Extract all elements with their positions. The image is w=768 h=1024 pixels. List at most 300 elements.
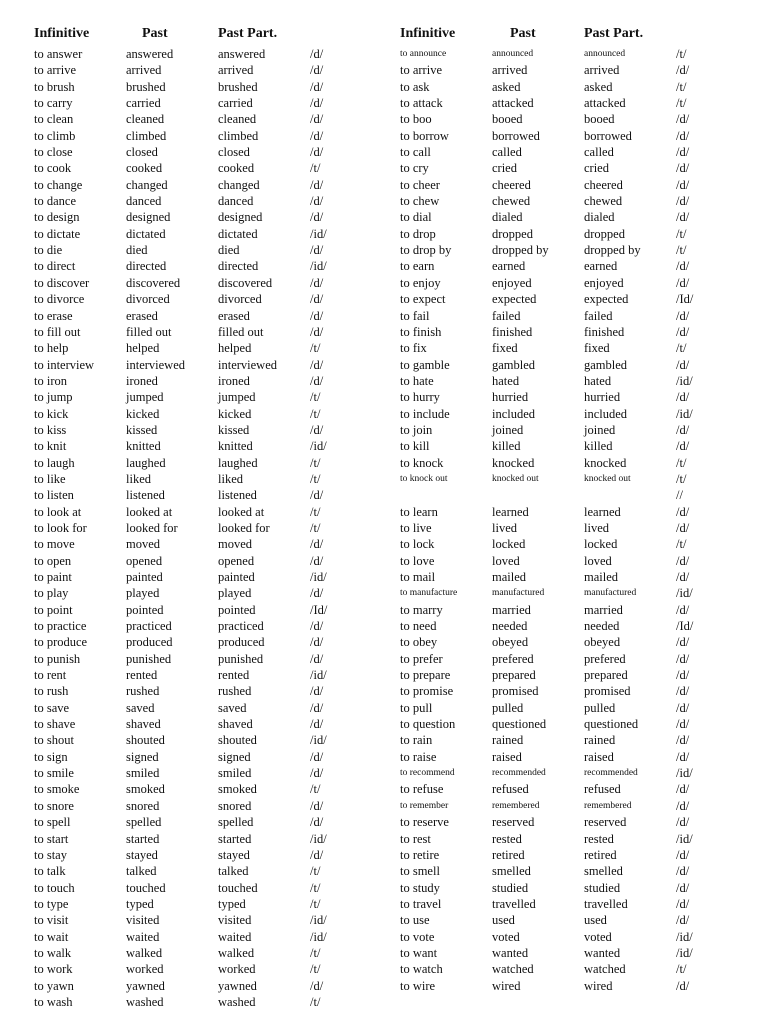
infinitive-cell: to direct bbox=[34, 259, 76, 274]
past-part-cell: rested bbox=[584, 831, 614, 846]
past-part-cell: used bbox=[584, 913, 607, 928]
past-part-cell: hated bbox=[584, 373, 612, 388]
pronunciation-cell: /t/ bbox=[676, 226, 687, 241]
past-cell: interviewed bbox=[126, 357, 186, 372]
pronunciation-cell: /d/ bbox=[676, 357, 690, 372]
past-cell: danced bbox=[126, 194, 162, 209]
infinitive-cell: to finish bbox=[400, 324, 442, 339]
pronunciation-cell: /d/ bbox=[310, 357, 324, 372]
infinitive-cell: to answer bbox=[34, 47, 83, 61]
infinitive-cell: to ask bbox=[400, 79, 430, 94]
infinitive-cell: to hurry bbox=[400, 390, 440, 405]
past-cell: gambled bbox=[492, 357, 536, 372]
infinitive-cell: to change bbox=[34, 177, 83, 192]
past-part-cell: arrived bbox=[584, 63, 620, 78]
infinitive-cell: to use bbox=[400, 913, 430, 928]
infinitive-cell: to walk bbox=[34, 945, 72, 960]
pronunciation-cell: /t/ bbox=[310, 406, 321, 421]
past-part-cell: danced bbox=[218, 194, 254, 209]
infinitive-cell: to pull bbox=[400, 700, 433, 715]
pronunciation-cell: /d/ bbox=[676, 635, 690, 650]
past-part-cell: called bbox=[584, 145, 614, 160]
infinitive-cell: to cry bbox=[400, 161, 429, 176]
infinitive-cell: to stay bbox=[34, 847, 67, 862]
past-cell: mailed bbox=[492, 570, 527, 584]
past-cell: erased bbox=[126, 308, 158, 323]
pronunciation-cell: /d/ bbox=[676, 913, 690, 928]
pronunciation-cell: /t/ bbox=[310, 455, 321, 470]
past-cell: dictated bbox=[126, 226, 166, 241]
past-cell: promised bbox=[492, 684, 539, 699]
past-cell: yawned bbox=[126, 978, 165, 993]
infinitive-cell: to dictate bbox=[34, 226, 81, 241]
pronunciation-cell: /t/ bbox=[310, 864, 321, 879]
past-cell: visited bbox=[126, 913, 160, 928]
infinitive-cell: to watch bbox=[400, 962, 443, 977]
pronunciation-cell: /d/ bbox=[676, 161, 690, 176]
infinitive-cell: to rest bbox=[400, 831, 431, 846]
past-cell: married bbox=[492, 602, 531, 617]
past-part-cell: locked bbox=[584, 537, 618, 552]
infinitive-cell: to practice bbox=[34, 619, 87, 634]
pronunciation-cell: /d/ bbox=[310, 847, 324, 862]
pronunciation-cell: /t/ bbox=[310, 471, 321, 486]
pronunciation-cell: /id/ bbox=[310, 733, 327, 748]
pronunciation-cell: /d/ bbox=[310, 749, 324, 764]
pronunciation-cell: /d/ bbox=[676, 749, 690, 764]
pronunciation-cell: /d/ bbox=[310, 210, 324, 225]
past-cell: knocked bbox=[492, 455, 535, 470]
pronunciation-cell: /id/ bbox=[676, 945, 693, 960]
past-cell: reserved bbox=[492, 815, 535, 830]
infinitive-cell: to knit bbox=[34, 439, 67, 454]
past-part-cell: attacked bbox=[584, 96, 626, 111]
past-cell: practiced bbox=[126, 619, 172, 634]
past-cell: painted bbox=[126, 570, 163, 584]
past-part-cell: refused bbox=[584, 782, 621, 797]
pronunciation-cell: /d/ bbox=[310, 275, 324, 290]
past-part-cell: borrowed bbox=[584, 128, 632, 143]
infinitive-cell: to sign bbox=[34, 749, 68, 764]
infinitive-cell: to design bbox=[34, 210, 80, 225]
pronunciation-cell: /d/ bbox=[676, 422, 690, 437]
infinitive-cell: to wire bbox=[400, 978, 436, 993]
infinitive-cell: to live bbox=[400, 520, 432, 535]
past-part-cell: saved bbox=[218, 700, 247, 715]
past-part-cell: rained bbox=[584, 733, 616, 748]
infinitive-cell: to play bbox=[34, 586, 69, 601]
past-cell: recommended bbox=[492, 768, 546, 779]
past-cell: laughed bbox=[126, 455, 166, 470]
infinitive-cell: to point bbox=[34, 602, 73, 617]
past-cell: travelled bbox=[492, 896, 536, 911]
past-cell: rested bbox=[492, 831, 522, 846]
past-part-cell: erased bbox=[218, 308, 250, 323]
infinitive-cell: to move bbox=[34, 537, 75, 552]
past-part-cell: dictated bbox=[218, 226, 258, 241]
pronunciation-cell: /t/ bbox=[676, 243, 687, 258]
past-part-cell: retired bbox=[584, 847, 617, 862]
infinitive-cell: to question bbox=[400, 717, 456, 732]
pronunciation-cell: /Id/ bbox=[310, 602, 328, 617]
past-cell: obeyed bbox=[492, 635, 529, 650]
past-cell: designed bbox=[126, 210, 171, 225]
infinitive-cell: to learn bbox=[400, 504, 438, 519]
pronunciation-cell: /d/ bbox=[310, 798, 324, 813]
past-part-cell: helped bbox=[218, 341, 252, 356]
pronunciation-cell: /t/ bbox=[310, 962, 321, 977]
pronunciation-cell: /d/ bbox=[676, 602, 690, 617]
infinitive-cell: to iron bbox=[34, 373, 67, 388]
past-part-cell: divorced bbox=[218, 292, 262, 307]
infinitive-cell: to boo bbox=[400, 112, 432, 127]
past-cell: cleaned bbox=[126, 112, 165, 127]
past-part-cell: cooked bbox=[218, 161, 255, 176]
past-cell: signed bbox=[126, 749, 159, 764]
past-cell: changed bbox=[126, 177, 168, 192]
infinitive-cell: to join bbox=[400, 422, 433, 437]
past-cell: kissed bbox=[126, 422, 158, 437]
pronunciation-cell: /d/ bbox=[676, 717, 690, 732]
infinitive-cell: to marry bbox=[400, 602, 443, 617]
infinitive-cell: to discover bbox=[34, 275, 90, 290]
pronunciation-cell: /id/ bbox=[310, 668, 327, 683]
past-cell: looked for bbox=[126, 520, 178, 535]
pronunciation-cell: /id/ bbox=[310, 226, 327, 241]
infinitive-cell: to need bbox=[400, 619, 437, 634]
infinitive-cell: to paint bbox=[34, 570, 72, 584]
infinitive-cell: to expect bbox=[400, 292, 446, 307]
past-cell: learned bbox=[492, 504, 529, 519]
pronunciation-cell: /id/ bbox=[676, 831, 693, 846]
infinitive-cell: to carry bbox=[34, 96, 73, 111]
past-cell: punished bbox=[126, 651, 172, 666]
past-part-cell: fixed bbox=[584, 341, 610, 356]
past-part-cell: joined bbox=[584, 422, 616, 437]
past-cell: rained bbox=[492, 733, 524, 748]
past-part-cell: yawned bbox=[218, 978, 257, 993]
infinitive-cell: to punish bbox=[34, 651, 81, 666]
pronunciation-cell: /d/ bbox=[676, 177, 690, 192]
infinitive-cell: to talk bbox=[34, 864, 66, 879]
past-part-cell: designed bbox=[218, 210, 263, 225]
past-part-cell: died bbox=[218, 243, 240, 258]
past-cell: washed bbox=[126, 994, 164, 1009]
infinitive-cell: to include bbox=[400, 406, 450, 421]
past-part-cell: shouted bbox=[218, 733, 257, 748]
infinitive-cell: to remember bbox=[400, 800, 449, 811]
past-cell: lived bbox=[492, 520, 517, 535]
pronunciation-cell: /d/ bbox=[310, 815, 324, 830]
past-part-cell: looked for bbox=[218, 520, 270, 535]
infinitive-cell: to knock out bbox=[400, 473, 448, 484]
past-part-cell: played bbox=[218, 586, 252, 601]
pronunciation-cell: /d/ bbox=[676, 847, 690, 862]
past-cell: rented bbox=[126, 668, 158, 683]
pronunciation-cell: /d/ bbox=[676, 570, 690, 584]
pronunciation-cell: /d/ bbox=[676, 798, 690, 813]
pronunciation-cell: /d/ bbox=[310, 586, 324, 601]
pronunciation-cell: /t/ bbox=[310, 504, 321, 519]
pronunciation-cell: /d/ bbox=[310, 651, 324, 666]
past-cell: manufactured bbox=[492, 588, 545, 599]
infinitive-cell: to love bbox=[400, 553, 435, 568]
past-part-cell: listened bbox=[218, 488, 257, 503]
past-cell: rushed bbox=[126, 684, 160, 699]
past-cell: started bbox=[126, 831, 160, 846]
infinitive-cell: to snore bbox=[34, 798, 74, 813]
pronunciation-cell: /id/ bbox=[310, 831, 327, 846]
pronunciation-cell: /d/ bbox=[310, 978, 324, 993]
past-part-cell: knocked bbox=[584, 455, 627, 470]
pronunciation-cell: /t/ bbox=[310, 896, 321, 911]
infinitive-cell: to gamble bbox=[400, 357, 450, 372]
past-part-cell: included bbox=[584, 406, 628, 421]
past-part-cell: discovered bbox=[218, 275, 273, 290]
infinitive-cell: to listen bbox=[34, 488, 74, 503]
past-part-cell: raised bbox=[584, 749, 614, 764]
pronunciation-cell: /d/ bbox=[310, 684, 324, 699]
past-cell: joined bbox=[492, 422, 524, 437]
past-cell: walked bbox=[126, 945, 163, 960]
past-part-cell: jumped bbox=[218, 390, 256, 405]
past-cell: saved bbox=[126, 700, 155, 715]
past-cell: snored bbox=[126, 798, 160, 813]
infinitive-cell: to fail bbox=[400, 308, 430, 323]
infinitive-cell: to lock bbox=[400, 537, 435, 552]
past-cell: locked bbox=[492, 537, 526, 552]
past-cell: chewed bbox=[492, 194, 531, 209]
past-part-cell: kissed bbox=[218, 422, 250, 437]
pronunciation-cell: /d/ bbox=[310, 177, 324, 192]
infinitive-cell: to promise bbox=[400, 684, 454, 699]
pronunciation-cell: /d/ bbox=[676, 210, 690, 225]
past-part-cell: questioned bbox=[584, 717, 639, 732]
past-part-cell: signed bbox=[218, 749, 251, 764]
past-part-cell: produced bbox=[218, 635, 265, 650]
past-cell: smiled bbox=[126, 766, 160, 781]
past-cell: touched bbox=[126, 880, 166, 895]
infinitive-cell: to like bbox=[34, 471, 66, 486]
infinitive-cell: to dance bbox=[34, 194, 76, 209]
pronunciation-cell: /d/ bbox=[676, 145, 690, 160]
infinitive-cell: to close bbox=[34, 145, 73, 160]
pronunciation-cell: /d/ bbox=[676, 439, 690, 454]
past-part-cell: learned bbox=[584, 504, 621, 519]
infinitive-cell: to fill out bbox=[34, 324, 81, 339]
pronunciation-cell: /d/ bbox=[676, 128, 690, 143]
header-infinitive: Infinitive bbox=[34, 26, 90, 41]
pronunciation-cell: /t/ bbox=[310, 520, 321, 535]
past-cell: attacked bbox=[492, 96, 534, 111]
pronunciation-cell: /d/ bbox=[310, 766, 324, 781]
header-past: Past bbox=[510, 26, 536, 41]
past-part-cell: mailed bbox=[584, 570, 619, 584]
past-cell: announced bbox=[492, 49, 534, 59]
header-past-part: Past Part. bbox=[584, 26, 644, 41]
infinitive-cell: to dial bbox=[400, 210, 432, 225]
infinitive-cell: to start bbox=[34, 831, 69, 846]
past-cell: knitted bbox=[126, 439, 161, 454]
past-cell: prefered bbox=[492, 651, 534, 666]
past-part-cell: punished bbox=[218, 651, 264, 666]
past-cell: called bbox=[492, 145, 522, 160]
infinitive-cell: to study bbox=[400, 880, 440, 895]
infinitive-cell: to open bbox=[34, 553, 72, 568]
past-part-cell: watched bbox=[584, 962, 626, 977]
past-part-cell: brushed bbox=[218, 79, 258, 94]
pronunciation-cell: /d/ bbox=[310, 700, 324, 715]
pronunciation-cell: /d/ bbox=[676, 194, 690, 209]
infinitive-cell: to obey bbox=[400, 635, 438, 650]
past-cell: hated bbox=[492, 373, 520, 388]
past-part-cell: arrived bbox=[218, 63, 254, 78]
past-part-cell: climbed bbox=[218, 128, 259, 143]
past-part-cell: typed bbox=[218, 896, 246, 911]
past-cell: hurried bbox=[492, 390, 529, 405]
past-cell: ironed bbox=[126, 373, 158, 388]
past-part-cell: pointed bbox=[218, 602, 256, 617]
past-cell: cooked bbox=[126, 161, 163, 176]
past-cell: arrived bbox=[126, 63, 162, 78]
infinitive-cell: to kick bbox=[34, 406, 69, 421]
past-cell: borrowed bbox=[492, 128, 540, 143]
pronunciation-cell: /d/ bbox=[310, 96, 324, 111]
past-part-cell: waited bbox=[218, 929, 252, 944]
infinitive-cell: to raise bbox=[400, 749, 437, 764]
past-cell: opened bbox=[126, 553, 163, 568]
infinitive-cell: to arrive bbox=[34, 63, 76, 78]
past-part-cell: expected bbox=[584, 292, 629, 307]
pronunciation-cell: /Id/ bbox=[676, 619, 694, 634]
past-part-cell: promised bbox=[584, 684, 631, 699]
past-cell: loved bbox=[492, 553, 520, 568]
past-cell: died bbox=[126, 243, 148, 258]
infinitive-cell: to look for bbox=[34, 520, 87, 535]
past-part-cell: finished bbox=[584, 324, 625, 339]
past-part-cell: studied bbox=[584, 880, 621, 895]
past-cell: booed bbox=[492, 112, 523, 127]
past-cell: asked bbox=[492, 79, 521, 94]
pronunciation-cell: /d/ bbox=[676, 308, 690, 323]
past-part-cell: rented bbox=[218, 668, 250, 683]
past-part-cell: knitted bbox=[218, 439, 253, 454]
past-part-cell: touched bbox=[218, 880, 258, 895]
infinitive-cell: to borrow bbox=[400, 128, 449, 143]
past-cell: closed bbox=[126, 145, 158, 160]
infinitive-cell: to type bbox=[34, 896, 69, 911]
pronunciation-cell: /id/ bbox=[676, 586, 693, 601]
past-part-cell: earned bbox=[584, 259, 618, 274]
past-part-cell: practiced bbox=[218, 619, 264, 634]
infinitive-cell: to drop bbox=[400, 226, 436, 241]
pronunciation-cell: /d/ bbox=[676, 896, 690, 911]
infinitive-cell: to prepare bbox=[400, 668, 451, 683]
past-part-cell: loved bbox=[584, 553, 612, 568]
pronunciation-cell: /t/ bbox=[310, 161, 321, 176]
pronunciation-cell: /t/ bbox=[676, 96, 687, 111]
past-part-cell: knocked out bbox=[584, 473, 631, 484]
pronunciation-cell: /t/ bbox=[676, 962, 687, 977]
past-cell: questioned bbox=[492, 717, 547, 732]
infinitive-cell: to look at bbox=[34, 504, 82, 519]
past-part-cell: announced bbox=[584, 49, 626, 59]
past-part-cell: smelled bbox=[584, 864, 623, 879]
infinitive-cell: to recommend bbox=[400, 768, 455, 779]
pronunciation-cell: /d/ bbox=[676, 112, 690, 127]
pronunciation-cell: /d/ bbox=[676, 259, 690, 274]
pronunciation-cell: /d/ bbox=[310, 292, 324, 307]
past-cell: failed bbox=[492, 308, 521, 323]
infinitive-cell: to arrive bbox=[400, 63, 442, 78]
pronunciation-cell: /d/ bbox=[676, 978, 690, 993]
infinitive-cell: to help bbox=[34, 341, 69, 356]
pronunciation-cell: /id/ bbox=[310, 929, 327, 944]
infinitive-cell: to cook bbox=[34, 161, 72, 176]
infinitive-cell: to cheer bbox=[400, 177, 440, 192]
past-part-cell: worked bbox=[218, 962, 256, 977]
infinitive-cell: to save bbox=[34, 700, 70, 715]
infinitive-cell: to retire bbox=[400, 847, 440, 862]
past-cell: needed bbox=[492, 619, 528, 634]
infinitive-cell: to erase bbox=[34, 308, 73, 323]
pronunciation-cell: /d/ bbox=[676, 390, 690, 405]
pronunciation-cell: /Id/ bbox=[676, 292, 694, 307]
pronunciation-cell: /d/ bbox=[310, 324, 324, 339]
past-cell: wired bbox=[492, 978, 521, 993]
past-cell: cried bbox=[492, 161, 517, 176]
header-past: Past bbox=[142, 26, 168, 41]
pronunciation-cell: /d/ bbox=[676, 668, 690, 683]
pronunciation-cell: /d/ bbox=[676, 275, 690, 290]
past-part-cell: talked bbox=[218, 864, 249, 879]
infinitive-cell: to brush bbox=[34, 79, 75, 94]
infinitive-cell: to work bbox=[34, 962, 73, 977]
pronunciation-cell: /d/ bbox=[676, 782, 690, 797]
past-part-cell: interviewed bbox=[218, 357, 278, 372]
past-part-cell: asked bbox=[584, 79, 613, 94]
past-cell: pointed bbox=[126, 602, 164, 617]
pronunciation-cell: /t/ bbox=[310, 880, 321, 895]
pronunciation-cell: /d/ bbox=[676, 733, 690, 748]
pronunciation-cell: /d/ bbox=[676, 553, 690, 568]
infinitive-cell: to shave bbox=[34, 717, 76, 732]
pronunciation-cell: /t/ bbox=[310, 945, 321, 960]
infinitive-cell: to produce bbox=[34, 635, 88, 650]
past-part-cell: looked at bbox=[218, 504, 265, 519]
past-part-cell: remembered bbox=[584, 800, 632, 811]
infinitive-cell: to chew bbox=[400, 194, 440, 209]
past-part-cell: booed bbox=[584, 112, 615, 127]
past-part-cell: ironed bbox=[218, 373, 250, 388]
past-part-cell: killed bbox=[584, 439, 613, 454]
pronunciation-cell: /d/ bbox=[310, 619, 324, 634]
past-cell: dialed bbox=[492, 210, 523, 225]
past-cell: arrived bbox=[492, 63, 528, 78]
infinitive-cell: to travel bbox=[400, 896, 442, 911]
infinitive-cell: to smile bbox=[34, 766, 74, 781]
infinitive-cell: to visit bbox=[34, 913, 69, 928]
pronunciation-cell: /d/ bbox=[310, 63, 324, 78]
past-part-cell: closed bbox=[218, 145, 250, 160]
infinitive-cell: to prefer bbox=[400, 651, 443, 666]
past-cell: used bbox=[492, 913, 515, 928]
pronunciation-cell: /d/ bbox=[676, 520, 690, 535]
past-part-cell: laughed bbox=[218, 455, 258, 470]
infinitive-cell: to rain bbox=[400, 733, 433, 748]
past-cell: retired bbox=[492, 847, 525, 862]
past-part-cell: chewed bbox=[584, 194, 623, 209]
